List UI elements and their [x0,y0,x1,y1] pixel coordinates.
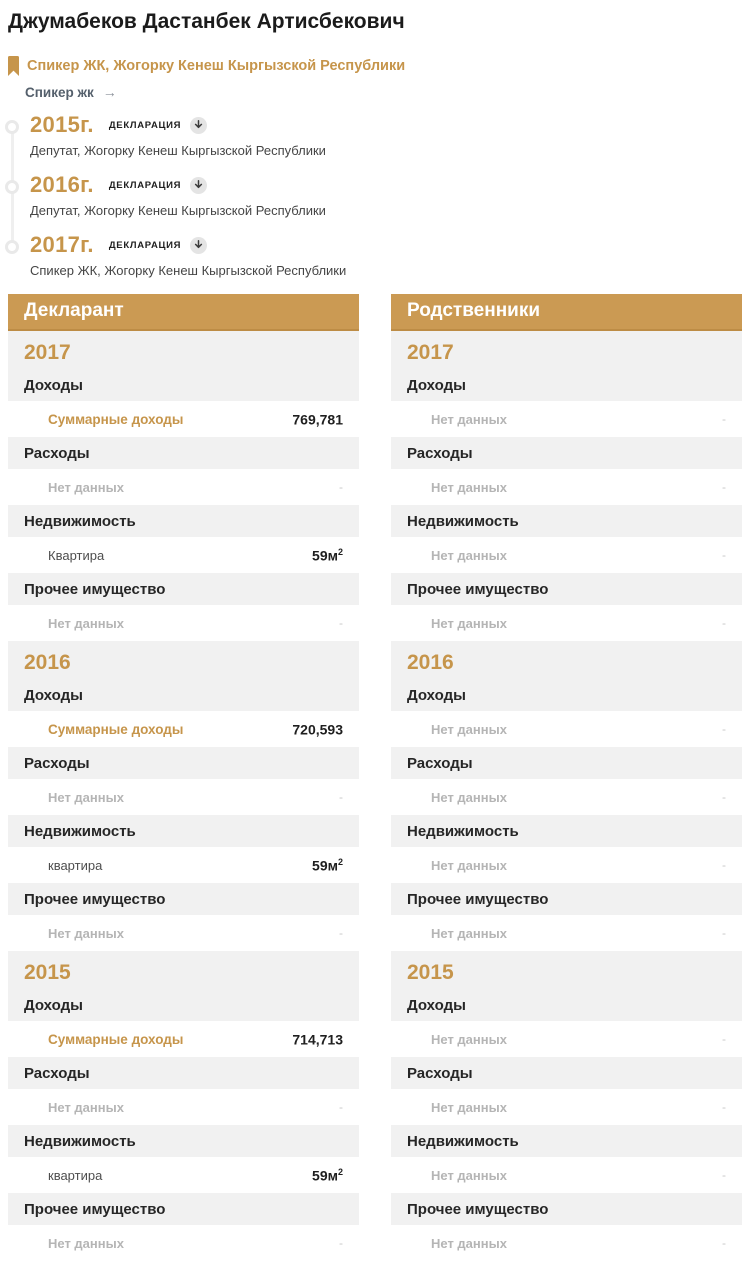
row-value: - [722,1236,726,1250]
declarant-column [8,294,359,1261]
category-header: Прочее имущество [407,580,549,598]
data-row [391,1157,742,1193]
declarant-year-block [8,641,359,951]
row-value-text: 59м [312,1167,338,1184]
data-row [391,915,742,951]
property-label: квартира [48,1167,103,1183]
declarant-year-block [8,951,359,1261]
timeline-description: Депутат, Жогорку Кенеш Кыргызской Республики [30,143,326,158]
year-heading: 2017 [407,341,454,364]
position-title: Спикер ЖК, Жогорку Кенеш Кыргызской Республики [27,58,406,74]
row-value-text: 59м [312,547,338,564]
no-data-label: Нет данных [431,1099,507,1115]
timeline-description: Спикер ЖК, Жогорку Кенеш Кыргызской Республики [30,263,347,278]
timeline-item [8,172,742,220]
declaration-download-link[interactable] [109,237,207,254]
category-header: Прочее имущество [24,580,166,598]
download-icon[interactable] [190,237,207,254]
row-value: - [339,616,343,630]
declarant-column-header: Декларант [8,294,359,331]
year-heading: 2017 [24,341,71,364]
row-value-text: 769,781 [292,411,343,428]
no-data-label: Нет данных [48,615,124,631]
declaration-tables [8,294,742,1261]
row-value-text: 59м [312,857,338,874]
row-value-sup: 2 [337,1166,343,1177]
row-value: - [722,1168,726,1182]
no-data-label: Нет данных [431,925,507,941]
arrow-right-icon: → [102,84,117,100]
download-icon[interactable] [190,117,207,134]
row-value: - [722,616,726,630]
row-value: - [722,1032,726,1046]
no-data-label: Нет данных [431,1167,507,1183]
declaration-label[interactable]: ДЕКЛАРАЦИЯ [108,119,182,131]
row-value: - [339,926,343,940]
timeline-year: 2017г. [30,232,94,257]
row-value [292,411,343,428]
category-header: Доходы [407,996,466,1014]
category-header: Расходы [24,444,90,462]
timeline-year: 2016г. [30,172,94,197]
property-label: квартира [48,857,103,873]
timeline-item [8,232,742,280]
row-value-text: 720,593 [292,721,343,738]
income-sum-link[interactable]: Суммарные доходы [48,411,184,427]
relatives-year-block [391,951,742,1261]
timeline-year: 2015г. [30,112,94,137]
relatives-column-header: Родственники [391,294,742,331]
row-value: - [722,548,726,562]
data-row [8,1089,359,1125]
data-row [8,915,359,951]
year-heading: 2015 [407,961,454,984]
category-header: Доходы [407,376,466,394]
declaration-download-link[interactable] [109,177,207,194]
timeline-dot-icon [5,120,19,134]
income-sum-link[interactable]: Суммарные доходы [48,721,184,737]
row-value [312,857,343,874]
category-header: Доходы [24,376,83,394]
data-row [8,847,359,883]
category-header: Прочее имущество [407,890,549,908]
property-label: Квартира [48,547,105,563]
position-link-row [25,84,742,100]
data-row [391,711,742,747]
row-value: - [339,790,343,804]
timeline-dot-icon [5,180,19,194]
data-row [8,1021,359,1057]
timeline-description: Депутат, Жогорку Кенеш Кыргызской Республики [30,203,326,218]
no-data-label: Нет данных [431,857,507,873]
category-header: Недвижимость [407,1132,519,1150]
row-value: - [339,1100,343,1114]
download-icon[interactable] [190,177,207,194]
data-row [8,1225,359,1261]
year-heading: 2016 [407,651,454,674]
category-header: Недвижимость [407,822,519,840]
row-value: - [722,412,726,426]
row-value-sup: 2 [337,856,343,867]
data-row [391,605,742,641]
no-data-label: Нет данных [431,1031,507,1047]
no-data-label: Нет данных [48,789,124,805]
data-row [8,537,359,573]
row-value: - [339,1236,343,1250]
category-header: Доходы [24,996,83,1014]
data-row [391,1225,742,1261]
year-heading: 2016 [24,651,71,674]
no-data-label: Нет данных [48,479,124,495]
page-title: Джумабеков Дастанбек Артисбекович [8,10,405,33]
row-value: - [722,858,726,872]
position-row [8,56,742,76]
no-data-label: Нет данных [431,615,507,631]
declaration-label[interactable]: ДЕКЛАРАЦИЯ [108,179,182,191]
data-row [391,469,742,505]
category-header: Расходы [407,1064,473,1082]
data-row [391,537,742,573]
data-row [8,779,359,815]
declaration-download-link[interactable] [109,117,207,134]
row-value: - [722,926,726,940]
row-value [292,1031,343,1048]
category-header: Расходы [24,1064,90,1082]
category-header: Доходы [24,686,83,704]
data-row [8,711,359,747]
category-header: Доходы [407,686,466,704]
category-header: Прочее имущество [24,890,166,908]
row-value [312,1167,343,1184]
no-data-label: Нет данных [48,1099,124,1115]
data-row [391,1089,742,1125]
declarant-year-block [8,331,359,641]
category-header: Недвижимость [24,1132,136,1150]
relatives-column [391,294,742,1261]
timeline [8,112,742,280]
no-data-label: Нет данных [431,789,507,805]
category-header: Прочее имущество [407,1200,549,1218]
data-row [391,401,742,437]
no-data-label: Нет данных [431,721,507,737]
timeline-item [8,112,742,160]
row-value-text: 714,713 [292,1031,343,1048]
data-row [8,469,359,505]
relatives-year-block [391,641,742,951]
category-header: Расходы [407,754,473,772]
data-row [391,779,742,815]
row-value: - [722,722,726,736]
no-data-label: Нет данных [48,1235,124,1251]
row-value: - [722,790,726,804]
position-link[interactable]: Спикер жк [25,84,94,100]
category-header: Недвижимость [407,512,519,530]
bookmark-pin-icon [8,56,19,76]
row-value [292,721,343,738]
row-value: - [722,1100,726,1114]
no-data-label: Нет данных [48,925,124,941]
category-header: Прочее имущество [24,1200,166,1218]
category-header: Расходы [24,754,90,772]
year-heading: 2015 [24,961,71,984]
category-header: Расходы [407,444,473,462]
row-value: - [339,480,343,494]
data-row [8,605,359,641]
data-row [8,401,359,437]
no-data-label: Нет данных [431,479,507,495]
no-data-label: Нет данных [431,1235,507,1251]
category-header: Недвижимость [24,512,136,530]
row-value: - [722,480,726,494]
data-row [8,1157,359,1193]
timeline-dot-icon [5,240,19,254]
no-data-label: Нет данных [431,411,507,427]
row-value-sup: 2 [337,546,343,557]
no-data-label: Нет данных [431,547,507,563]
relatives-year-block [391,331,742,641]
declaration-label[interactable]: ДЕКЛАРАЦИЯ [108,239,182,251]
data-row [391,847,742,883]
income-sum-link[interactable]: Суммарные доходы [48,1031,184,1047]
category-header: Недвижимость [24,822,136,840]
data-row [391,1021,742,1057]
row-value [312,547,343,564]
